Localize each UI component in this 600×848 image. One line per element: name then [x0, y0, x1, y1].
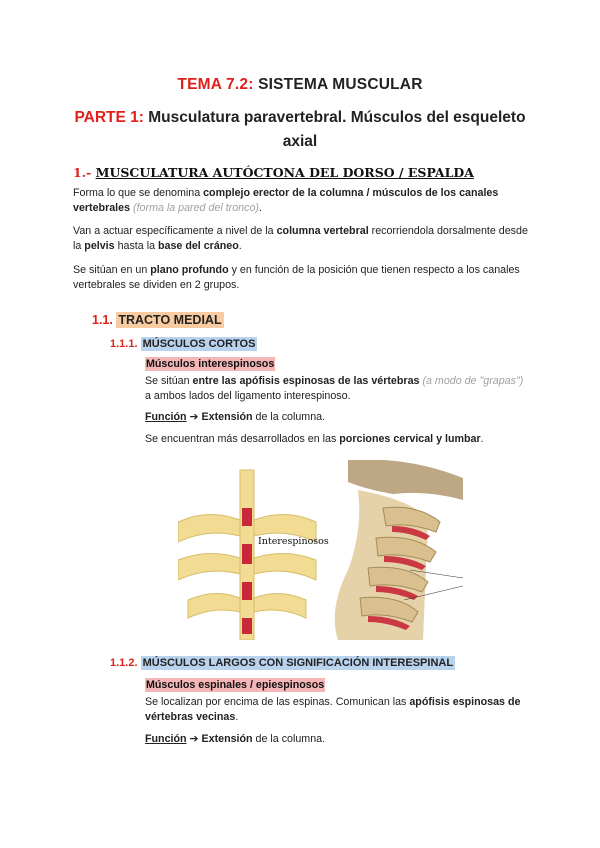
text: Se encuentran más desarrollados en las — [145, 433, 340, 445]
section-1-paragraph-2 — [73, 224, 533, 254]
arrow-icon: ➔ — [189, 411, 199, 423]
function-label: Función — [145, 733, 187, 745]
bold-text: entre las apófisis espinosas de las vértebras — [192, 375, 420, 387]
section-1-heading — [73, 165, 474, 180]
text: Forma lo que se denomina — [73, 187, 204, 199]
section-1-paragraph-3 — [73, 263, 533, 293]
bold-text: base del cráneo — [157, 240, 239, 252]
text: Se sitúan en un — [73, 264, 151, 276]
espinales-description — [145, 695, 530, 725]
posterior-spine-diagram — [178, 470, 329, 640]
section-1-1-1-title: MÚSCULOS CORTOS — [142, 338, 256, 350]
bold-text: porciones cervical y lumbar — [339, 433, 481, 445]
bold-text: columna vertebral — [276, 225, 369, 237]
section-1-number: 1.- — [73, 165, 92, 180]
section-1-1-2-number: 1.1.2. — [110, 657, 138, 669]
bold-text: Extensión — [201, 733, 253, 745]
bold-text: Extensión — [201, 411, 253, 423]
function-label: Función — [145, 411, 187, 423]
muscle-label: Músculos espinales / epiespinosos — [146, 679, 325, 691]
section-1-1-heading — [92, 313, 224, 327]
spine-illustration-svg — [178, 460, 463, 640]
page-subtitle — [60, 106, 540, 154]
text: . — [238, 240, 242, 252]
arrow-icon: ➔ — [189, 733, 199, 745]
interespinosos-description — [145, 374, 525, 404]
note-text: (forma la pared del tronco) — [133, 202, 259, 214]
text: de la columna. — [252, 411, 326, 423]
text: Van a actuar específicamente a nivel de la — [73, 225, 277, 237]
page-title — [0, 76, 600, 94]
text: Se sitúan — [145, 375, 193, 387]
text: . — [480, 433, 484, 445]
section-1-1-1-number: 1.1.1. — [110, 338, 138, 350]
text: Se localizan por encima de las espinas. Comunican las — [145, 696, 410, 708]
title-prefix: TEMA 7.2: — [177, 76, 254, 93]
section-1-1-2-title: MÚSCULOS LARGOS CON SIGNIFICACIÓN INTERESPINAL — [142, 657, 454, 669]
text: recorriendola dorsalmente desde la — [73, 225, 528, 252]
lateral-cervical-spine — [335, 460, 463, 640]
section-1-1-number: 1.1. — [92, 313, 113, 327]
subtitle-prefix: PARTE 1: — [74, 109, 144, 126]
muscle-name-espinales — [145, 679, 325, 691]
muscle-label: Músculos interespinosos — [146, 358, 275, 370]
text: . — [235, 711, 239, 723]
bold-text: complejo erector de la columna / músculos de los canales vertebrales — [73, 187, 499, 214]
figure-label-interespinosos: Interespinosos — [258, 536, 329, 547]
text: de la columna. — [252, 733, 326, 745]
title-text: SISTEMA MUSCULAR — [258, 76, 423, 93]
subtitle-text: Musculatura paravertebral. Músculos del esqueleto axial — [148, 109, 526, 150]
interespinosos-function — [145, 410, 525, 425]
muscle-name-interespinosos — [145, 358, 275, 370]
bold-text: pelvis — [84, 240, 115, 252]
text: a ambos lados del ligamento interespinoso. — [145, 390, 351, 402]
text: y en función de la posición que tienen respecto a los canales vertebrales se dividen en 2 grupos. — [73, 264, 520, 291]
bold-text: apófisis espinosas de vértebras vecinas — [145, 696, 521, 723]
section-1-1-1-heading — [110, 338, 257, 350]
text: hasta la — [114, 240, 158, 252]
espinales-function — [145, 732, 525, 747]
section-1-1-2-heading — [110, 657, 455, 669]
text: . — [258, 202, 262, 214]
section-1-title: MUSCULATURA AUTÓCTONA DEL DORSO / ESPALDA — [95, 165, 474, 180]
section-1-1-title: TRACTO MEDIAL — [118, 313, 222, 327]
section-1-paragraph-1 — [73, 186, 533, 216]
note-text: (a modo de "grapas") — [422, 375, 524, 387]
spine-illustration — [178, 460, 463, 640]
bold-text: plano profundo — [150, 264, 229, 276]
interespinosos-location — [145, 432, 525, 447]
